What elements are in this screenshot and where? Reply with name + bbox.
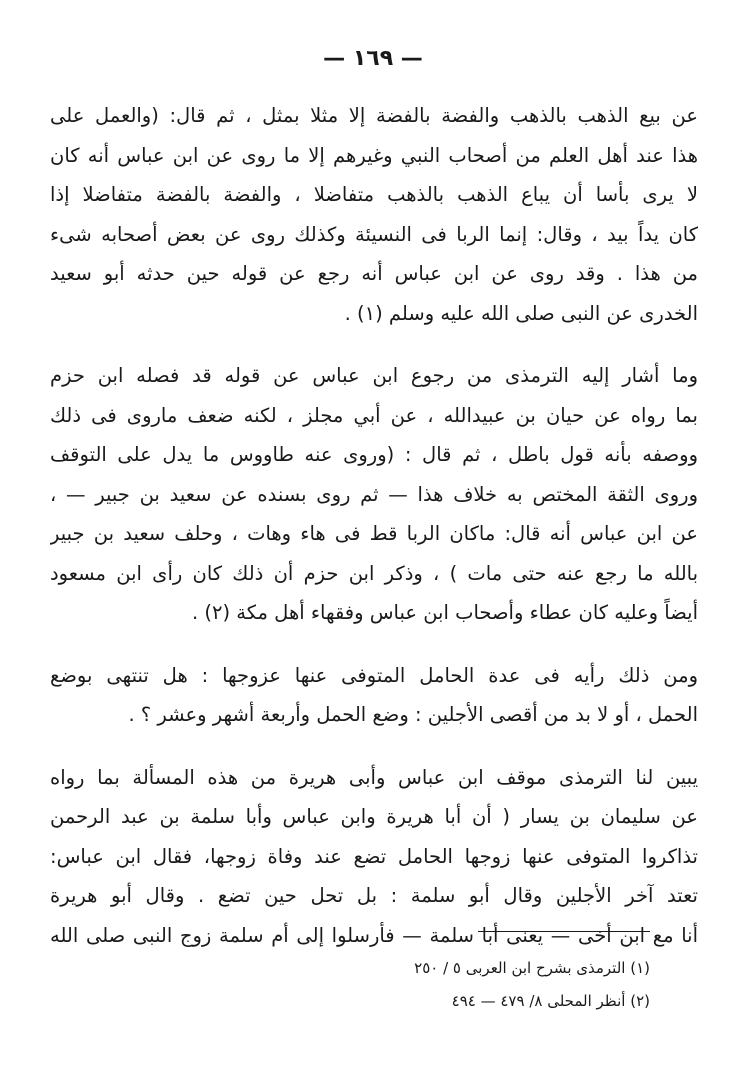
text-line: ووصفه بأنه قول باطل ، ثم قال : (وروى عنه طاووس ما يدل على التوقف [50,443,698,466]
paragraph-gap [50,735,698,758]
text-line: لا يرى بأسا أن يباع الذهب بالذهب متفاضلا ، والفضة بالفضة متفاضلا إذا [50,183,698,206]
text-line: من هذا . وقد روى عن ابن عباس أنه رجع عن قوله حين حدثه أبو سعيد [50,262,698,285]
text-line: بما رواه عن حيان بن عبيدالله ، عن أبي مجلز ، لكنه ضعف ماروى فى ذلك [50,403,698,427]
text-line: عن ابن عباس أنه قال: ماكان الربا قط فى هاء وهات ، وحلف سعيد بن جبير [50,522,698,545]
text-line: ومن ذلك رأيه فى عدة الحامل المتوفى عنها عزوجها : هل تنتهى بوضع [50,663,698,687]
text-line: وما أشار إليه الترمذى من رجوع ابن عباس عن قوله قد فصله ابن حزم [50,364,698,387]
text-line: هذا عند أهل العلم من أصحاب النبي وغيرهم إلا ما روى عن ابن عباس أنه كان [50,143,698,167]
paragraph-3 [50,656,698,735]
text-line: عن بيع الذهب بالذهب والفضة بالفضة إلا مثلا بمثل ، ثم قال: (والعمل على [50,104,698,127]
paragraph-4 [50,758,698,956]
text-line: تعتد آخر الأجلين وقال أبو سلمة : بل تحل حين تضع . وقال أبو هريرة [50,884,698,907]
paragraph-2 [50,356,698,633]
text-line: كان يداً بيد ، وقال: إنما الربا فى النسيئة وكذلك روى عن بعض أصحابه شىء [50,222,698,246]
text-line: تذاكروا المتوفى عنها زوجها الحامل تضع عند وفاة زوجها، فقال ابن عباس: [50,844,698,868]
text-line: يبين لنا الترمذى موقف ابن عباس وأبى هريرة من هذه المسألة بما رواه [50,765,698,789]
body-text [50,96,698,955]
text-line: بالله ما رجع عنه حتى مات ) ، وذكر ابن حزم أن ذلك كان رأى ابن مسعود [50,561,698,585]
footnote-2: (٢) أنظر المحلى ٨/ ٤٧٩ — ٤٩٤ [451,992,650,1010]
paragraph-1 [50,96,698,333]
footnote-1: (١) الترمذى بشرح ابن العربى ٥ / ٢٥٠ [414,959,650,977]
text-line: أنا مع ابن أخى — يعنى أبا سلمة — فأرسلوا إلى أم سلمة زوج النبى صلى الله [50,923,698,947]
footnotes [230,952,650,1018]
text-line: عن سليمان بن يسار ( أن أبا هريرة وابن عباس وأبا سلمة بن عبد الرحمن [50,805,698,828]
text-line: الخدرى عن النبى صلى الله عليه وسلم (١) . [344,301,698,325]
text-line: أيضاً وعليه كان عطاء وأصحاب ابن عباس وفقهاء أهل مكة (٢) . [192,601,698,624]
paragraph-gap [50,633,698,656]
paragraph-gap [50,333,698,356]
text-line: الحمل ، أو لا بد من أقصى الأجلين : وضع الحمل وأربعة أشهر وعشر ؟ . [128,703,698,726]
footnote-divider [478,931,650,932]
page-number: — ١٦٩ — [323,46,423,71]
text-line: وروى الثقة المختص به خلاف هذا — ثم روى بسنده عن سعيد بن جبير — ، [50,482,698,506]
